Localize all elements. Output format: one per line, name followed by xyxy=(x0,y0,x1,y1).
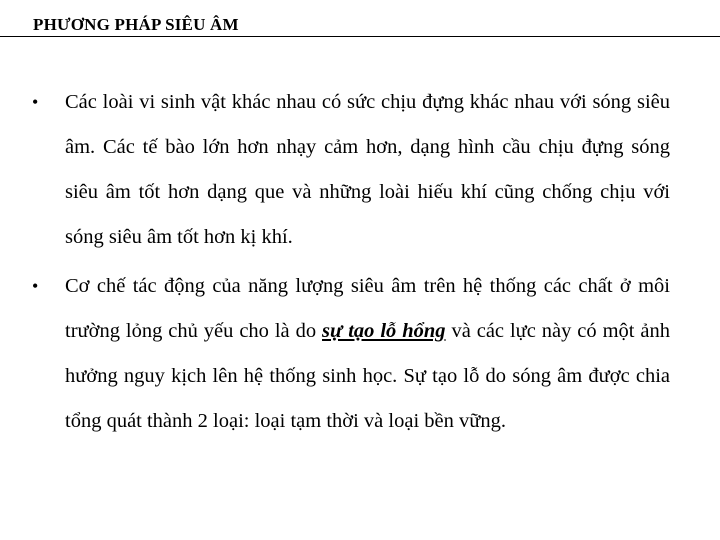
emphasized-term: sự tạo lỗ hổng xyxy=(322,320,446,342)
bullet-dot-icon: • xyxy=(32,276,39,296)
bullet-text-before: Cơ chế tác động của năng lượng siêu âm trên hệ thống các chất ở môi trường lỏng chủ yếu cho là do xyxy=(65,275,670,342)
slide-title: PHƯƠNG PHÁP SIÊU ÂM xyxy=(33,15,239,34)
bullet-dot-icon: • xyxy=(32,92,39,112)
title-divider xyxy=(0,36,720,37)
bullet-text-after: và các lực này có một ảnh hưởng nguy kịch lên hệ thống sinh học. Sự tạo lỗ do sóng âm được chia tổng quát thành 2 loại: loại tạm thời và loại bền vững. xyxy=(65,320,671,432)
bullet-item-sensitivity xyxy=(32,80,670,260)
bullet-text: Các loài vi sinh vật khác nhau có sức chịu đựng khác nhau với sóng siêu âm. Các tế bào lớn hơn nhạy cảm hơn, dạng hình cầu chịu đựng sóng siêu âm tốt hơn dạng que và những loài hiếu khí cũng chống chịu với sóng siêu âm tốt hơn kị khí. xyxy=(65,91,670,248)
bullet-item-mechanism xyxy=(32,264,670,444)
bullet-list xyxy=(32,80,670,444)
